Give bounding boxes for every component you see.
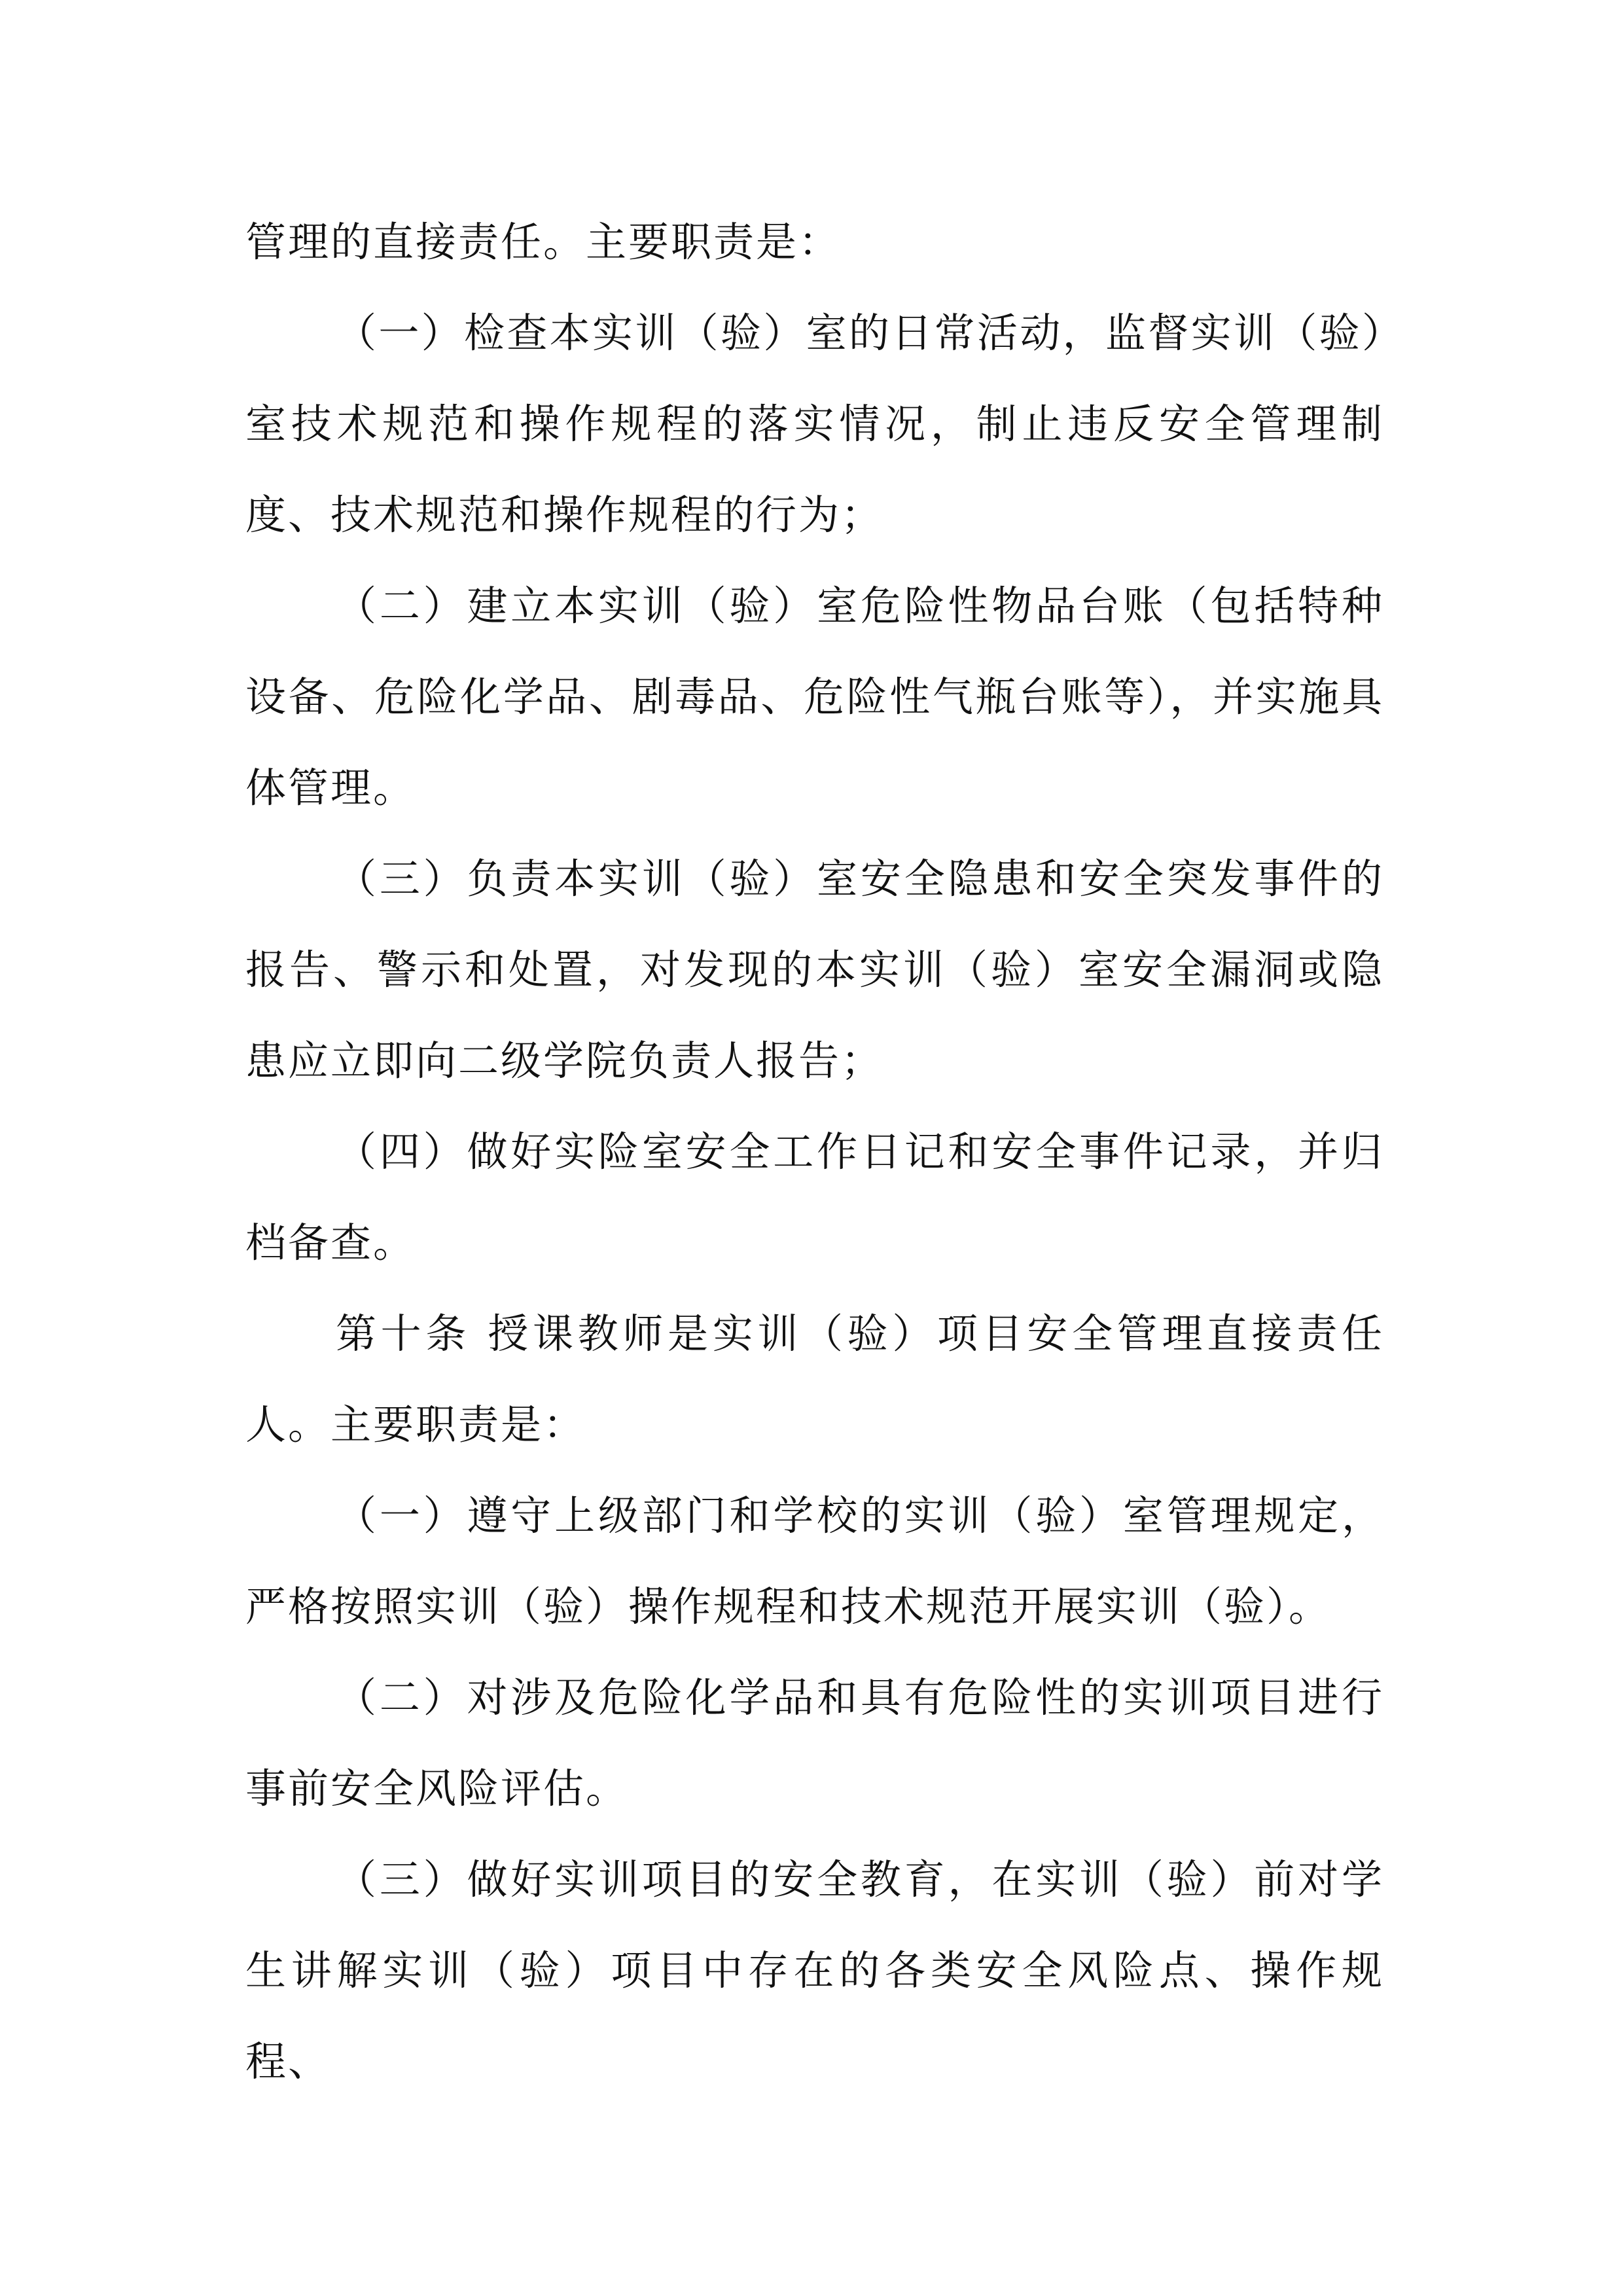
paragraph-item-1: （一）检查本实训（验）室的日常活动，监督实训（验）室技术规范和操作规程的落实情况，制止违反安全管理制度、技术规范和操作规程的行为；: [245, 309, 1384, 539]
paragraph-article-10: 第十条 授课教师是实训（验）项目安全管理直接责任人。主要职责是：: [245, 1310, 1384, 1448]
paragraph-item-4: （四）做好实险室安全工作日记和安全事件记录，并归档备查。: [245, 1128, 1384, 1266]
paragraph-article-10-item-3: （三）做好实训项目的安全教育，在实训（验）前对学生讲解实训（验）项目中存在的各类安全风险点、操作规程、: [245, 1856, 1384, 2085]
paragraph-article-10-item-1: （一）遵守上级部门和学校的实训（验）室管理规定，严格按照实训（验）操作规程和技术规范开展实训（验）。: [245, 1492, 1384, 1630]
paragraph-item-3: （三）负责本实训（验）室安全隐患和安全突发事件的报告、警示和处置，对发现的本实训（验）室安全漏洞或隐患应立即向二级学院负责人报告；: [245, 855, 1384, 1085]
paragraph-item-2: （二）建立本实训（验）室危险性物品台账（包括特种设备、危险化学品、剧毒品、危险性气瓶台账等），并实施具体管理。: [245, 582, 1384, 812]
document-body: [245, 196, 1384, 2107]
paragraph-article-10-item-2: （二）对涉及危险化学品和具有危险性的实训项目进行事前安全风险评估。: [245, 1674, 1384, 1812]
paragraph-continuation: 管理的直接责任。主要职责是：: [245, 218, 842, 266]
